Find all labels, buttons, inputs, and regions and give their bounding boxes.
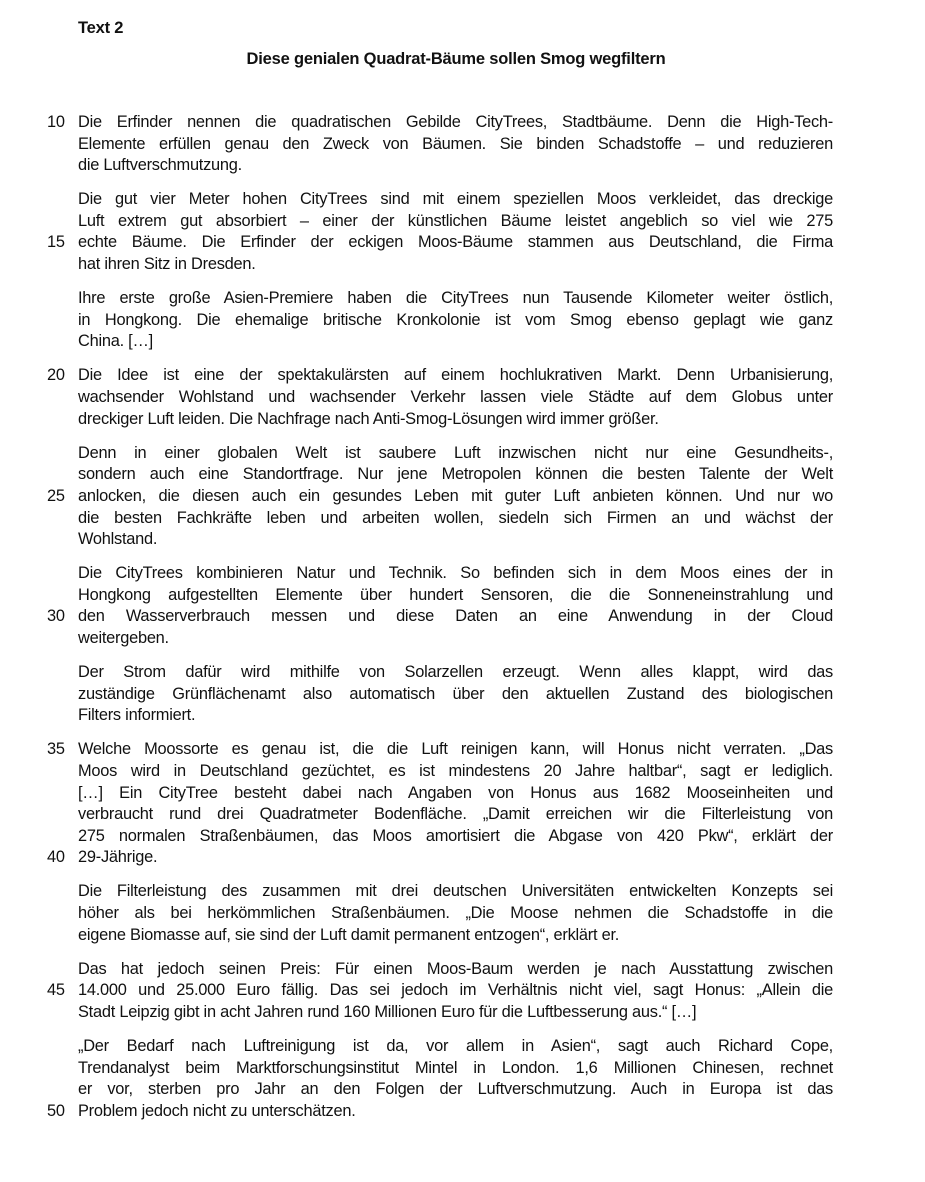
text-line (78, 761, 833, 783)
text-line (78, 331, 833, 353)
line-text: Filters informiert. (78, 706, 196, 725)
text-line (78, 443, 833, 465)
line-number: 40 (47, 848, 65, 867)
line-text: Trendanalyst beim Marktforschungsinstitut Mintel in London. 1,6 Millionen Chinesen, rechnet (78, 1058, 833, 1077)
line-text: Der Strom dafür wird mithilfe von Solarzellen erzeugt. Wenn alles klappt, wird das (78, 663, 833, 682)
line-text: den Wasserverbrauch messen und diese Daten an eine Anwendung in der Cloud (78, 607, 833, 626)
text-line (78, 387, 833, 409)
text-line (47, 847, 833, 869)
text-line (78, 585, 833, 607)
text-line (78, 662, 833, 684)
line-text: Ihre erste große Asien-Premiere haben die CityTrees nun Tausende Kilometer weiter östlich, (78, 289, 833, 308)
line-text: […] Ein CityTree besteht dabei nach Angaben von Honus aus 1682 Mooseinheiten und (78, 783, 833, 802)
paragraph (47, 189, 833, 275)
text-line (78, 211, 833, 233)
line-text: Das hat jedoch seinen Preis: Für einen Moos-Baum werden je nach Ausstattung zwischen (78, 959, 833, 978)
text-line (78, 288, 833, 310)
paragraph (78, 881, 833, 946)
line-text: Die Filterleistung des zusammen mit drei deutschen Universitäten entwickelten Konzepts sei (78, 882, 833, 901)
paragraph (47, 365, 833, 430)
text-line (47, 112, 833, 134)
text-line (78, 1002, 833, 1024)
text-line (78, 783, 833, 805)
text-line (78, 925, 833, 947)
line-text: „Der Bedarf nach Luftreinigung ist da, vor allem in Asien“, sagt auch Richard Cope, (78, 1036, 833, 1055)
text-line (78, 804, 833, 826)
text-label: Text 2 (78, 19, 124, 37)
line-text: er vor, sterben pro Jahr an den Folgen der Luftverschmutzung. Auch in Europa ist das (78, 1080, 833, 1099)
line-text: sondern auch eine Standortfrage. Nur jene Metropolen können die besten Talente der Welt (78, 465, 833, 484)
paragraph (78, 288, 833, 353)
line-text: hat ihren Sitz in Dresden. (78, 255, 256, 274)
line-text: Hongkong aufgestellten Elemente über hundert Sensoren, die die Sonneneinstrahlung und (78, 585, 833, 604)
text-line (78, 705, 833, 727)
text-line (78, 903, 833, 925)
paragraph (47, 1036, 833, 1122)
text-line (78, 1058, 833, 1080)
text-line (78, 826, 833, 848)
line-text: 14.000 und 25.000 Euro fällig. Das sei jedoch im Verhältnis nicht viel, sagt Honus: „Allein die (78, 981, 833, 1000)
line-number: 20 (47, 366, 65, 385)
line-text: Stadt Leipzig gibt in acht Jahren rund 160 Millionen Euro für die Luftbesserung aus.“ […] (78, 1002, 697, 1021)
text-line (78, 1036, 833, 1058)
text-line (47, 232, 833, 254)
text-line (78, 134, 833, 156)
line-text: Die Idee ist eine der spektakulärsten auf einem hochlukrativen Markt. Denn Urbanisierung, (78, 366, 833, 385)
text-line (47, 486, 833, 508)
line-number: 50 (47, 1101, 65, 1120)
line-text: Elemente erfüllen genau den Zweck von Bäumen. Sie binden Schadstoffe – und reduzieren (78, 134, 833, 153)
line-text: China. […] (78, 332, 153, 351)
text-line (78, 1079, 833, 1101)
line-number: 45 (47, 981, 65, 1000)
line-text: eigene Biomasse auf, sie sind der Luft damit permanent entzogen“, erklärt er. (78, 925, 620, 944)
line-text: echte Bäume. Die Erfinder der eckigen Moos-Bäume stammen aus Deutschland, die Firma (78, 233, 833, 252)
line-text: Moos wird in Deutschland gezüchtet, es ist mindestens 20 Jahre haltbar“, sagt er lediglich. (78, 761, 833, 780)
line-text: Wohlstand. (78, 530, 158, 549)
text-line (78, 563, 833, 585)
line-number: 10 (47, 113, 65, 131)
line-number: 25 (47, 486, 65, 505)
line-text: in Hongkong. Die ehemalige britische Kronkolonie ist vom Smog ebenso geplagt wie ganz (78, 310, 833, 329)
paragraph (47, 563, 833, 649)
line-text: Die CityTrees kombinieren Natur und Technik. So befinden sich in dem Moos eines der in (78, 564, 833, 583)
line-number: 35 (47, 740, 65, 759)
text-line (78, 881, 833, 903)
line-text: wachsender Wohlstand und wachsender Verkehr lassen viele Städte auf dem Globus unter (78, 388, 833, 407)
line-text: 29-Jährige. (78, 848, 158, 867)
line-text: zuständige Grünflächenamt also automatisch über den aktuellen Zustand des biologischen (78, 684, 833, 703)
line-text: höher als bei herkömmlichen Straßenbäumen. „Die Moose nehmen die Schadstoffe in die (78, 904, 833, 922)
text-line (78, 155, 833, 177)
line-text: die Luftverschmutzung. (78, 156, 242, 175)
line-text: Denn in einer globalen Welt ist saubere Luft inzwischen nicht nur eine Gesundheits-, (78, 443, 833, 462)
article-title: Diese genialen Quadrat-Bäume sollen Smog wegfiltern (246, 50, 666, 68)
text-line (78, 189, 833, 211)
text-line (47, 365, 833, 387)
text-line (78, 684, 833, 706)
paragraph (47, 112, 833, 177)
text-line (47, 606, 833, 628)
line-text: Problem jedoch nicht zu unterschätzen. (78, 1101, 356, 1120)
text-line (78, 508, 833, 530)
paragraph (47, 739, 833, 869)
text-line (78, 529, 833, 551)
text-line (78, 310, 833, 332)
text-line (47, 739, 833, 761)
line-text: dreckiger Luft leiden. Die Nachfrage nach Anti-Smog-Lösungen wird immer größer. (78, 409, 659, 428)
line-text: verbraucht rund drei Quadratmeter Bodenfläche. „Damit erreichen wir die Filterleistung von (78, 805, 833, 824)
text-line (78, 464, 833, 486)
article-body (47, 112, 833, 1135)
line-text: Die gut vier Meter hohen CityTrees sind mit einem speziellen Moos verkleidet, das dreckige (78, 190, 833, 209)
line-text: Die Erfinder nennen die quadratischen Gebilde CityTrees, Stadtbäume. Denn die High-Tech- (78, 113, 833, 131)
line-number: 30 (47, 607, 65, 626)
line-text: anlocken, die diesen auch ein gesundes Leben mit guter Luft anbieten können. Und nur wo (78, 486, 833, 505)
line-number: 15 (47, 233, 65, 252)
paragraph (47, 443, 833, 551)
text-line (78, 628, 833, 650)
line-text: Luft extrem gut absorbiert – einer der künstlichen Bäume leistet angeblich so viel wie 275 (78, 211, 833, 230)
line-text: die besten Fachkräfte leben und arbeiten wollen, siedeln sich Firmen an und wächst der (78, 508, 833, 527)
text-line (47, 1101, 833, 1123)
paragraph (78, 662, 833, 727)
line-text: 275 normalen Straßenbäumen, das Moos amortisiert die Abgase von 420 Pkw“, erklärt der (78, 826, 833, 845)
text-line (47, 980, 833, 1002)
line-text: Welche Moossorte es genau ist, die die Luft reinigen kann, will Honus nicht verraten. „Das (78, 740, 833, 759)
text-line (78, 254, 833, 276)
text-line (78, 959, 833, 981)
paragraph (47, 959, 833, 1024)
line-text: weitergeben. (78, 628, 169, 647)
text-line (78, 409, 833, 431)
